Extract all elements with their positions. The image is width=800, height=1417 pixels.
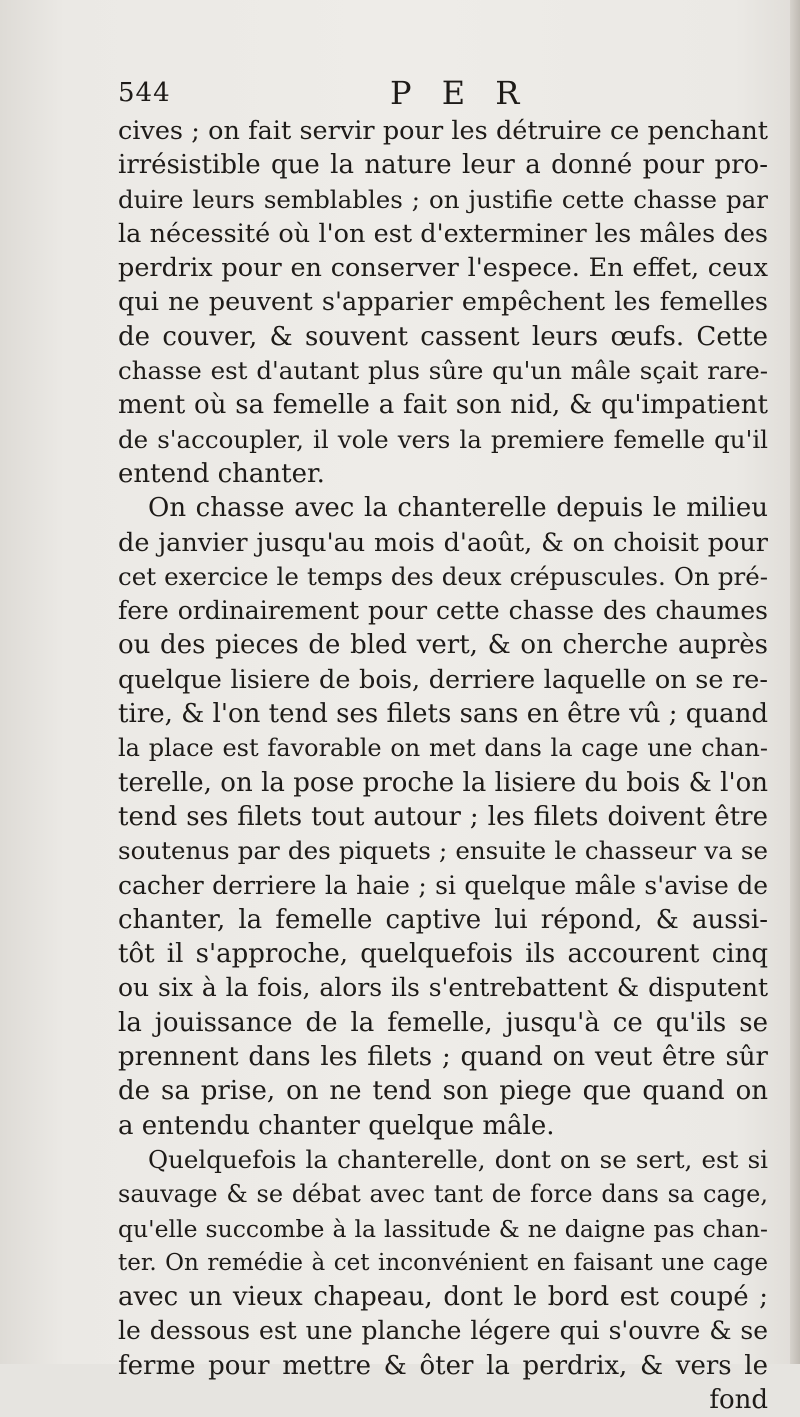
text-line: tôt il s'approche, quelquefois ils accourent cinq: [118, 939, 768, 970]
text-line: perdrix pour en conserver l'espece. En effet, ceux: [118, 253, 768, 284]
text-line: de couver, & souvent cassent leurs œufs. Cette: [118, 321, 768, 352]
page-number: 544: [118, 78, 171, 108]
text-line: soutenus par des piquets ; ensuite le chasseur va se: [118, 836, 768, 866]
text-line: qu'elle succombe à la lassitude & ne daigne pas chan-: [118, 1214, 768, 1243]
text-line: avec un vieux chapeau, dont le bord est coupé ;: [118, 1282, 768, 1313]
paragraph-start-line: Quelquefois la chanterelle, dont on se sert, est si: [148, 1144, 768, 1174]
paragraph-end-line: entend chanter.: [118, 458, 325, 489]
text-line: la jouissance de la femelle, jusqu'à ce qu'ils se: [118, 1007, 768, 1038]
running-head: P E R: [390, 74, 530, 112]
body-text: [118, 114, 768, 1417]
text-line: chanter, la femelle captive lui répond, & aussi-: [118, 904, 768, 935]
text-line: de janvier jusqu'au mois d'août, & on choisit pour: [118, 527, 768, 558]
text-line: la place est favorable on met dans la cage une chan-: [118, 734, 768, 763]
text-line: ter. On remédie à cet inconvénient en faisant une cage: [118, 1249, 768, 1276]
text-line: cacher derriere la haie ; si quelque mâle s'avise de: [118, 870, 768, 900]
text-line: tend ses filets tout autour ; les filets doivent être: [118, 801, 768, 832]
text-line: tire, & l'on tend ses filets sans en être vû ; quand: [118, 699, 768, 730]
text-line: la nécessité où l'on est d'exterminer les mâles des: [118, 218, 768, 249]
text-line: sauvage & se débat avec tant de force dans sa cage,: [118, 1180, 768, 1209]
paragraph-start-line: On chasse avec la chanterelle depuis le milieu: [148, 493, 768, 524]
text-line: cet exercice le temps des deux crépuscules. On pré-: [118, 561, 768, 591]
page-header: [118, 74, 768, 114]
text-line: le dessous est une planche légere qui s'ouvre & se: [118, 1316, 768, 1346]
text-line: ou des pieces de bled vert, & on cherche auprès: [118, 630, 768, 661]
text-line: fere ordinairement pour cette chasse des chaumes: [118, 596, 768, 626]
text-line: duire leurs semblables ; on justifie cette chasse par: [118, 184, 768, 214]
text-line: quelque lisiere de bois, derriere laquelle on se re-: [118, 664, 768, 695]
text-line: cives ; on fait servir pour les détruire ce penchant: [118, 116, 768, 146]
text-line: prennent dans les filets ; quand on veut être sûr: [118, 1042, 768, 1073]
page-edge: [790, 0, 800, 1364]
text-line: ferme pour mettre & ôter la perdrix, & vers le: [118, 1350, 768, 1381]
text-line: ou six à la fois, alors ils s'entrebattent & disputent: [118, 973, 768, 1003]
text-line: terelle, on la pose proche la lisiere du bois & l'on: [118, 767, 768, 798]
text-line: irrésistible que la nature leur a donné pour pro-: [118, 150, 768, 181]
text-line: chasse est d'autant plus sûre qu'un mâle sçait rare-: [118, 356, 768, 386]
catchword: fond: [709, 1384, 768, 1415]
paragraph-end-line: a entendu chanter quelque mâle.: [118, 1110, 555, 1141]
text-line: de sa prise, on ne tend son piege que quand on: [118, 1076, 768, 1107]
text-line: de s'accoupler, il vole vers la premiere femelle qu'il: [118, 424, 768, 454]
text-line: qui ne peuvent s'apparier empêchent les femelles: [118, 287, 768, 318]
text-line: ment où sa femelle a fait son nid, & qu'impatient: [118, 390, 768, 421]
